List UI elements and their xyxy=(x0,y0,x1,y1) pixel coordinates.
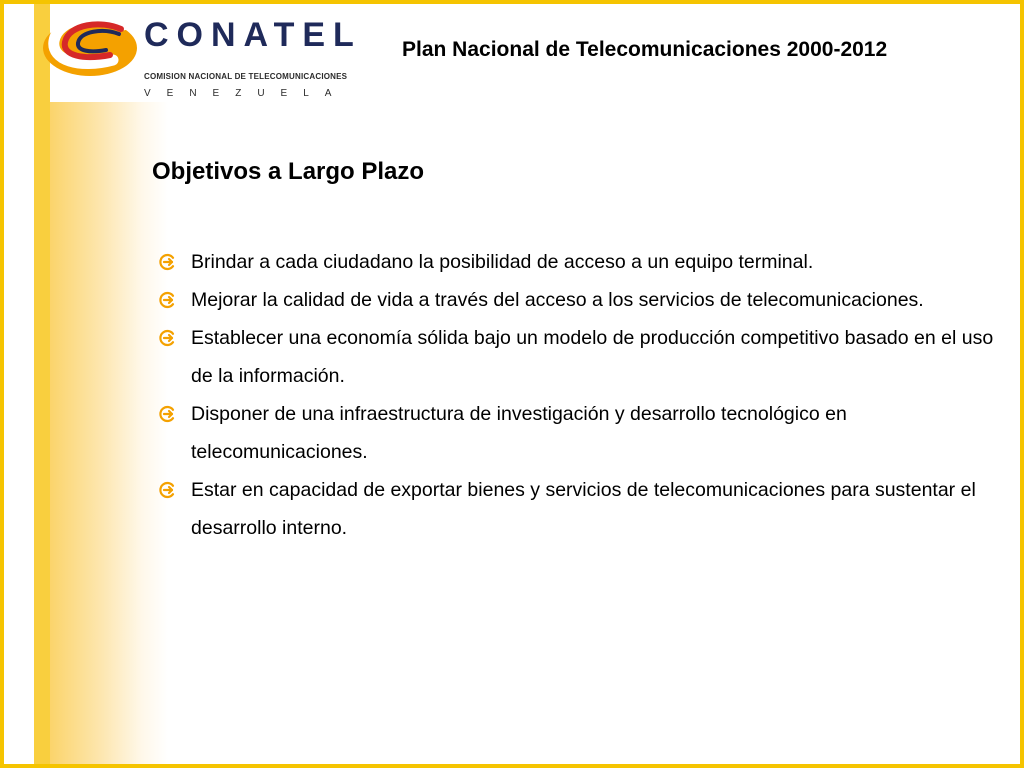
objective-text: Estar en capacidad de exportar bienes y servicios de telecomunicaciones para sustentar el desarrollo interno. xyxy=(191,479,976,539)
objective-text: Brindar a cada ciudadano la posibilidad de acceso a un equipo terminal. xyxy=(191,251,814,273)
left-gradient-panel xyxy=(50,102,168,764)
objective-item xyxy=(158,319,1008,395)
header-title: Plan Nacional de Telecomunicaciones 2000-2012 xyxy=(402,38,888,61)
objective-text: Establecer una economía sólida bajo un modelo de producción competitivo basado en el uso de la información. xyxy=(191,327,994,387)
logo-swoosh-icon xyxy=(40,10,144,80)
logo-country: VENEZUELA xyxy=(144,88,348,99)
objective-item xyxy=(158,281,1008,319)
left-stripe-yellow xyxy=(34,4,50,764)
arrow-circle-icon xyxy=(158,329,176,347)
conatel-logo xyxy=(40,10,370,102)
arrow-circle-icon xyxy=(158,253,176,271)
arrow-circle-icon xyxy=(158,291,176,309)
logo-wordmark: CONATEL xyxy=(144,16,362,54)
left-stripe-white xyxy=(4,4,34,764)
objective-text: Mejorar la calidad de vida a través del acceso a los servicios de telecomunicaciones. xyxy=(191,289,924,311)
objective-item xyxy=(158,395,1008,471)
section-title: Objetivos a Largo Plazo xyxy=(152,158,425,185)
arrow-circle-icon xyxy=(158,481,176,499)
logo-subtitle: COMISION NACIONAL DE TELECOMUNICACIONES xyxy=(144,72,348,81)
objective-item xyxy=(158,243,1008,281)
objective-text: Disponer de una infraestructura de investigación y desarrollo tecnológico en telecomunicaciones. xyxy=(191,403,847,463)
objective-item xyxy=(158,471,1008,547)
objectives-list xyxy=(158,243,1008,547)
arrow-circle-icon xyxy=(158,405,176,423)
